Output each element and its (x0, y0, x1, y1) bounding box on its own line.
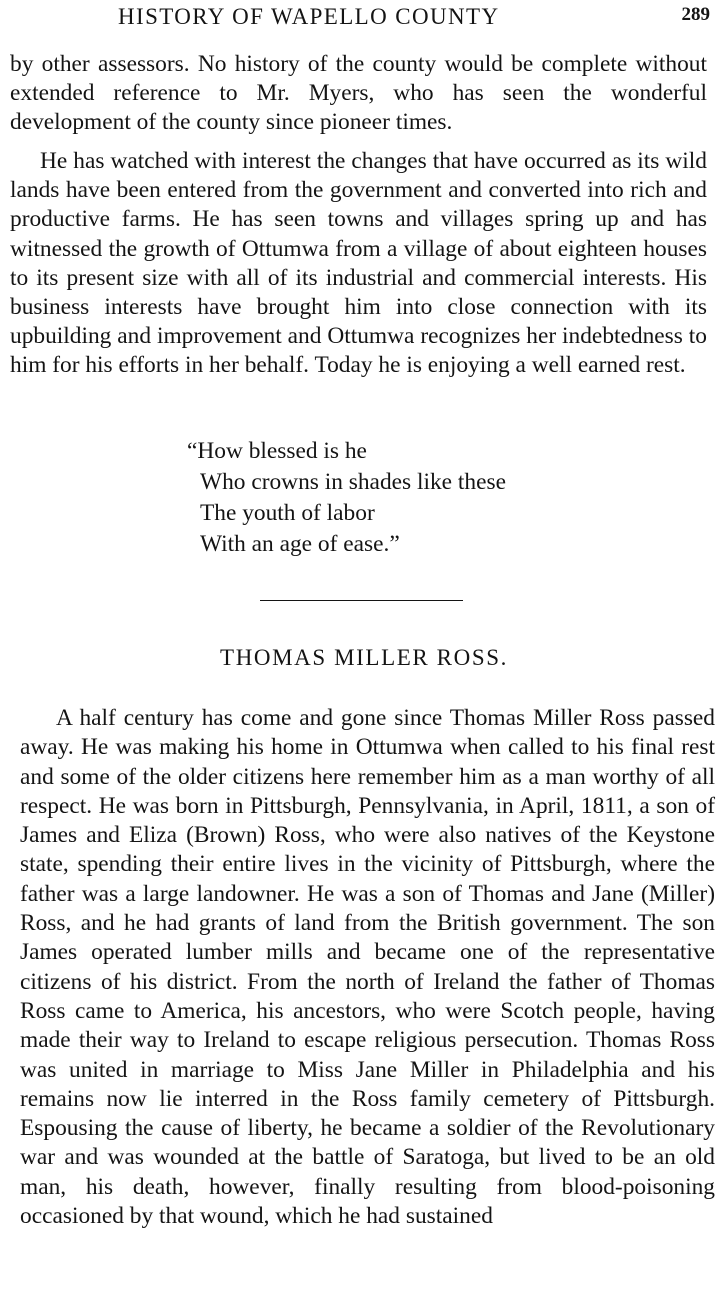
paragraph-biography: A half century has come and gone since Thomas Miller Ross passed away. He was making his home in Ottumwa when called to his final rest and some of the older citizens here remember him as a man worthy of all respect. He was born in Pittsburgh, Pennsylvania, in April, 1811, a son of James and Eliza (Brown) Ross, who were also natives of the Keystone state, spending their entire lives in the vicinity of Pittsburgh, where the father was a large landowner. He was a son of Thomas and Jane (Miller) Ross, and he had grants of land from the British government. The son James operated lumber mills and became one of the representative citizens of his district. From the north of Ireland the father of Thomas Ross came to America, his ancestors, who were Scotch people, having made their way to Ireland to escape religious persecution. Thomas Ross was united in marriage to Miss Jane Miller in Philadelphia and his remains now lie interred in the Ross family cemetery of Pittsburgh. Espousing the cause of liberty, he became a soldier of the Revolutionary war and was wounded at the battle of Saratoga, but lived to be an old man, his death, however, finally resulting from blood-poisoning occasioned by that wound, which he had sustained (20, 705, 715, 1230)
poem-line-3: The youth of labor (200, 500, 375, 526)
paragraph-ottumwa: He has watched with interest the changes that have occurred as its wild lands have been entered from the government and converted into rich and productive farms. He has seen towns and villages spring up and has witnessed the growth of Ottumwa from a village of about eighteen houses to its present size with all of its industrial and commercial interests. His business interests have brought him into close connection with its upbuilding and improvement and Ottumwa recognizes her indebtedness to him for his efforts in her behalf. Today he is enjoying a well earned rest. (10, 148, 707, 379)
poem-line-4: With an age of ease.” (200, 531, 400, 557)
page-header (0, 2, 728, 38)
paragraph-continuation: by other assessors. No history of the county would be complete without extended reference to Mr. Myers, who has seen the wonderful development of the county since pioneer times. (10, 51, 707, 136)
section-divider (260, 600, 463, 601)
section-title: THOMAS MILLER ROSS. (220, 645, 508, 670)
poem-line-1: “How blessed is he (187, 438, 367, 464)
poem-quote (187, 436, 506, 560)
poem-line-2: Who crowns in shades like these (200, 469, 506, 495)
running-title: HISTORY OF WAPELLO COUNTY (118, 4, 500, 29)
page-number: 289 (681, 4, 710, 25)
